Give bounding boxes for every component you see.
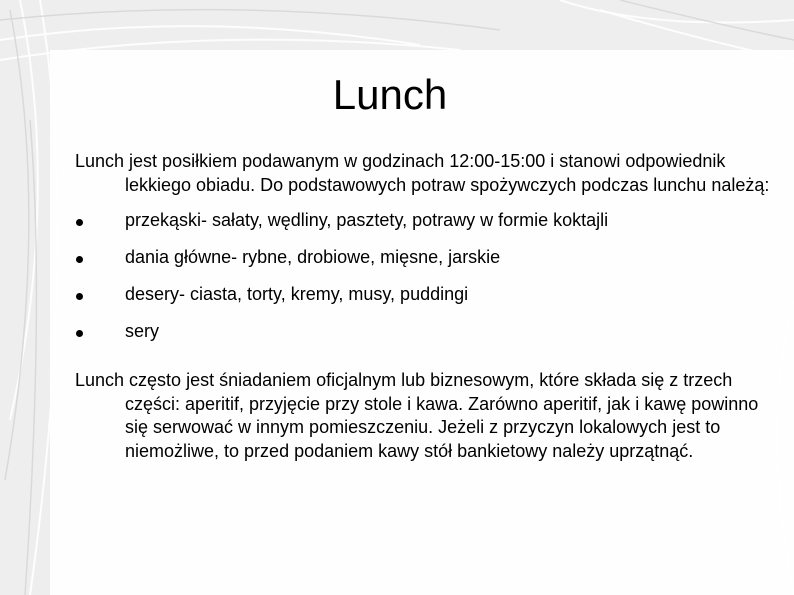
list-item	[75, 283, 775, 320]
bullet-icon	[76, 330, 83, 337]
list-item-text: sery	[125, 321, 160, 341]
bullet-icon	[76, 219, 83, 226]
bullet-icon	[76, 256, 83, 263]
bullet-icon	[76, 293, 83, 300]
list-item	[75, 209, 775, 246]
list-item-text: przekąski- sałaty, wędliny, pasztety, potrawy w formie koktajli	[125, 210, 609, 230]
food-list	[75, 209, 775, 357]
list-item	[75, 320, 775, 357]
intro-paragraph: Lunch jest posiłkiem podawanym w godzinach 12:00-15:00 i stanowi odpowiednik lekkiego obiadu. Do podstawowych potraw spożywczych podczas lunchu należą:	[75, 151, 770, 195]
list-item-text: dania główne- rybne, drobiowe, mięsne, jarskie	[125, 247, 501, 267]
outro-paragraph: Lunch często jest śniadaniem oficjalnym lub biznesowym, które składa się z trzech części: aperitif, przyjęcie przy stole i kawa. Zarówno aperitif, jak i kawę powinno się serwować w innym pomieszczeniu. Jeżeli z przyczyn lokalowych jest to niemożliwe, to przed podaniem kawy stół bankietowy należy uprzątnąć.	[75, 370, 759, 461]
slide-content	[75, 150, 775, 463]
list-item	[75, 246, 775, 283]
list-item-text: desery- ciasta, torty, kremy, musy, puddingi	[125, 284, 469, 304]
slide-title: Lunch	[332, 71, 448, 118]
